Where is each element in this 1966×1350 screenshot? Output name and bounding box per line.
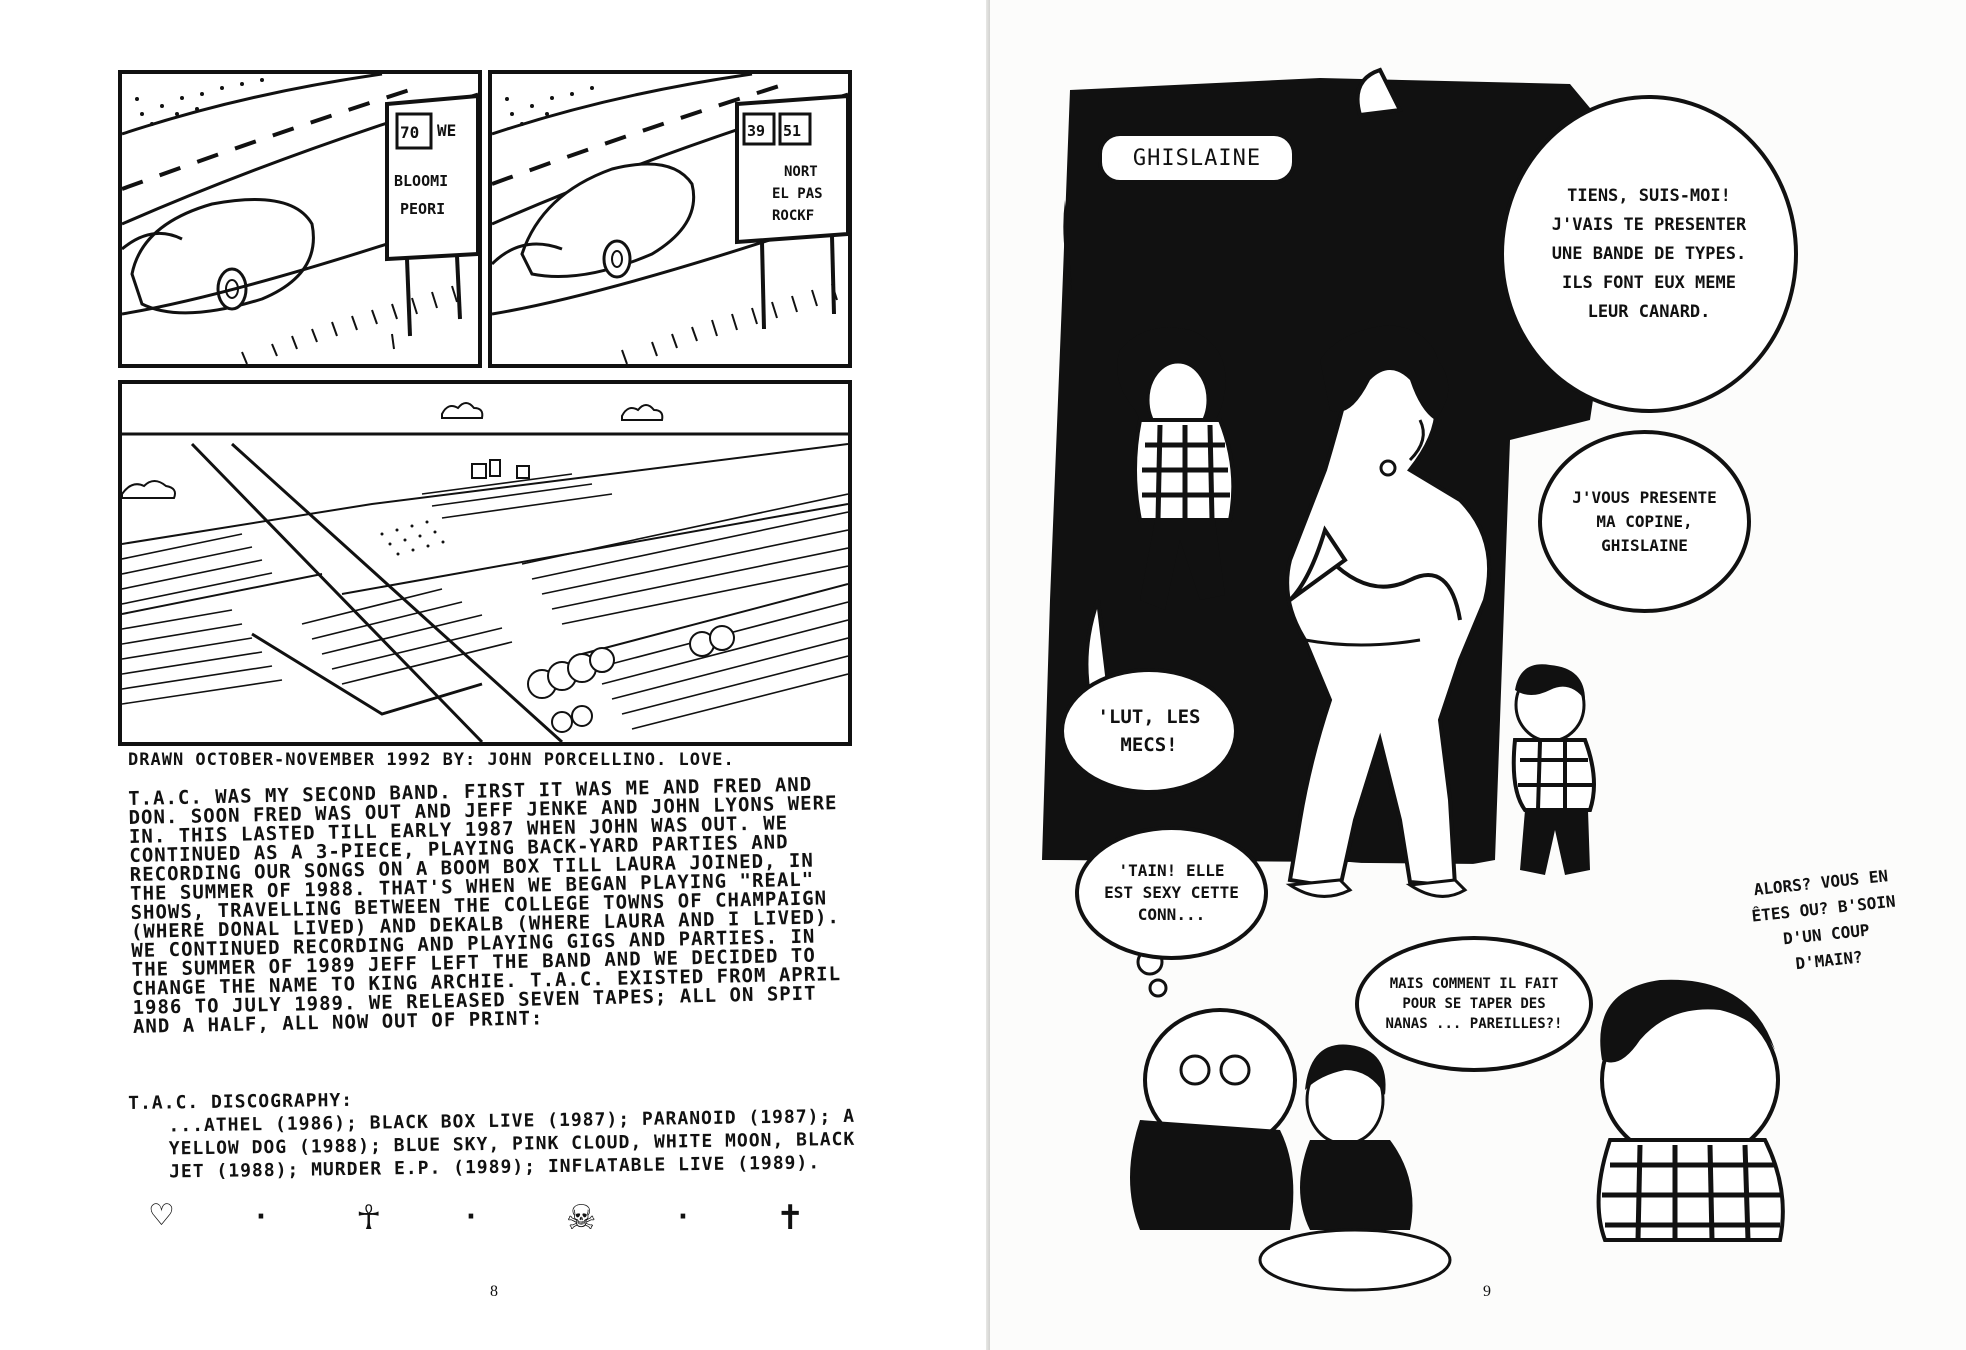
discography-items: ...ATHEL (1986); BLACK BOX LIVE (1987); PARANOID (1987); A YELLOW DOG (1988); BLUE SKY, PINK CLOUD, WHITE MOON, BLACK JET (1988); MURDER E.P. (1989); INFLATABLE LIVE (1989). <box>168 1105 856 1183</box>
thought-text-mais-comment: MAIS COMMENT IL FAIT POUR SE TAPER DES NANAS ... PAREILLES?! <box>1385 976 1563 1032</box>
discography <box>128 1082 869 1184</box>
panel-highway-1-art <box>122 74 478 364</box>
dot-icon: · <box>466 1202 476 1232</box>
sign-line-2: PEORI <box>400 200 446 218</box>
name-tag-ghislaine: GHISLAINE <box>1098 132 1296 184</box>
ankh-icon: ☥ <box>356 1198 382 1238</box>
speech-text-presente: J'VOUS PRESENTE MA COPINE, GHISLAINE <box>1572 487 1717 555</box>
sign-line-el-paso: EL PAS <box>772 186 823 202</box>
speech-bubble-tiens <box>1500 95 1798 413</box>
right-page <box>990 0 1966 1350</box>
discography-label: T.A.C. DISCOGRAPHY: <box>128 1089 354 1114</box>
sign-route-39: 39 <box>747 122 766 140</box>
speech-bubble-presente <box>1538 430 1751 613</box>
page-number-left: 8 <box>490 1283 498 1300</box>
heart-icon: ♡ <box>148 1198 175 1233</box>
sign-route-number: 70 <box>400 123 420 142</box>
panel-landscape-art <box>122 384 848 742</box>
thought-text-tain: 'TAIN! ELLE EST SEXY CETTE CONN... <box>1104 861 1239 924</box>
sign-route-51: 51 <box>783 122 802 140</box>
dot-icon: · <box>256 1202 266 1232</box>
sign-edge-text: WE <box>437 121 457 140</box>
thought-bubble-mais-comment <box>1355 936 1593 1072</box>
speech-bubble-lut <box>1060 668 1238 794</box>
sign-line-north: NORT <box>784 164 818 180</box>
dot-icon: · <box>678 1202 688 1232</box>
speech-text-alors: ALORS? VOUS EN ÊTES OU? B'SOIN D'UN COUP D'MAIN? <box>1750 866 1897 974</box>
panel-highway-1 <box>118 70 482 368</box>
skull-icon: ☠ <box>566 1198 597 1238</box>
page-number-right: 9 <box>1483 1283 1491 1300</box>
thought-bubble-tain <box>1075 826 1268 960</box>
sign-line-rockford: ROCKF <box>772 208 815 224</box>
sign-line-1: BLOOMI <box>394 172 449 190</box>
caption: DRAWN OCTOBER-NOVEMBER 1992 BY: JOHN PORCELLINO. LOVE. <box>128 750 735 770</box>
cross-icon: ✝ <box>776 1198 805 1238</box>
speech-text-lut: 'LUT, LES MECS! <box>1097 706 1201 756</box>
band-history-text <box>128 775 853 1049</box>
ornament-row <box>148 1198 848 1246</box>
panel-highway-2 <box>488 70 852 368</box>
band-history-paragraph: T.A.C. WAS MY SECOND BAND. FIRST IT WAS ME AND FRED AND DON. SOON FRED WAS OUT AND JEFF JENKE AND JOHN LYONS WERE IN. THIS LASTED TILL EARLY 1987 WHEN JOHN WAS OUT. WE CONTINUED AS A 3-PIECE, PLAYING BACK-YARD PARTIES AND RECORDING OUR SONGS ON A BOOM BOX TILL LAURA JOINED, IN THE SUMMER OF 1988. THAT'S WHEN WE BEGAN PLAYING "REAL" SHOWS, TRAVELLING BETWEEN THE COLLEGE TOWNS OF CHAMPAIGN (WHERE DONAL LIVED) AND DEKALB (WHERE LAURA AND I LIVED). WE CONTINUED RECORDING AND PLAYING GIGS AND PARTIES. IN THE SUMMER OF 1989 JEFF LEFT THE BAND AND WE DECIDED TO CHANGE THE NAME TO KING ARCHIE. T.A.C. EXISTED FROM APRIL 1986 TO JULY 1989. WE RELEASED SEVEN TAPES; ALL ON SPIT AND A HALF, ALL NOW OUT OF PRINT: <box>127 773 842 1038</box>
panel-landscape <box>118 380 852 746</box>
speech-text-tiens: TIENS, SUIS-MOI! J'VAIS TE PRESENTER UNE BANDE DE TYPES. ILS FONT EUX MEME LEUR CANARD. <box>1551 185 1747 322</box>
panel-highway-2-art <box>492 74 848 364</box>
